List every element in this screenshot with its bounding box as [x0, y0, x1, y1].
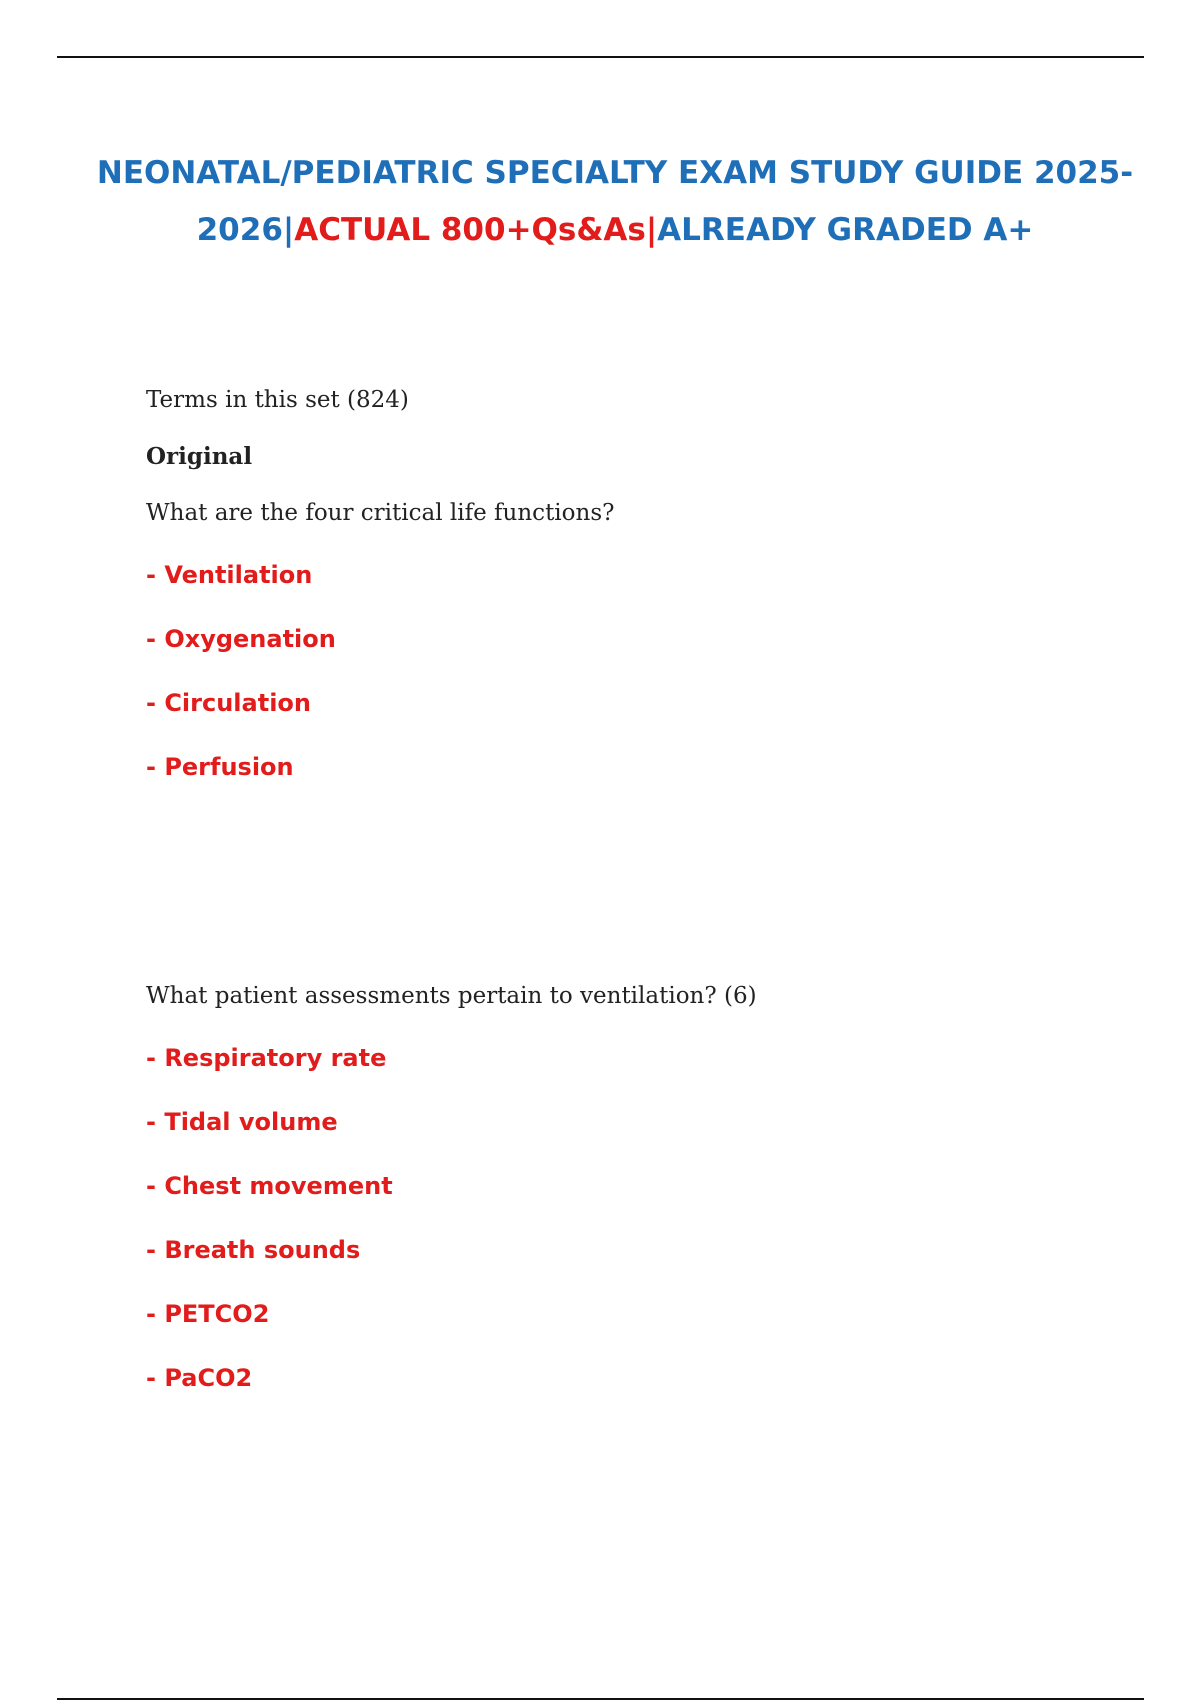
answer-item: - PETCO2 [146, 1300, 270, 1328]
card-1 [146, 498, 1106, 816]
section-label: Original [146, 443, 253, 470]
title-part-3: ALREADY GRADED A+ [657, 212, 1034, 248]
terms-count: Terms in this set (824) [146, 387, 409, 413]
card-question: What are the four critical life functions? [146, 500, 615, 526]
answer-item: - Chest movement [146, 1172, 393, 1200]
answer-item: - Oxygenation [146, 625, 336, 653]
document-body [146, 385, 1106, 1427]
card-question: What patient assessments pertain to ventilation? (6) [146, 983, 757, 1009]
answer-item: - PaCO2 [146, 1364, 253, 1392]
answer-item: - Circulation [146, 689, 311, 717]
title-part-1: NEONATAL/PEDIATRIC SPECIALTY EXAM STUDY GUIDE 2025-2026| [96, 155, 1134, 248]
card-2 [146, 981, 1106, 1427]
card-answers [146, 1043, 1106, 1427]
answer-item: - Perfusion [146, 753, 294, 781]
answer-item: - Breath sounds [146, 1236, 361, 1264]
top-rule [57, 56, 1144, 58]
card-answers [146, 560, 1106, 816]
card-spacer [146, 816, 1106, 981]
answer-item: - Respiratory rate [146, 1044, 387, 1072]
title-part-2: ACTUAL 800+Qs&As| [294, 212, 658, 248]
answer-item: - Tidal volume [146, 1108, 338, 1136]
answer-item: - Ventilation [146, 561, 313, 589]
document-title [60, 145, 1170, 259]
